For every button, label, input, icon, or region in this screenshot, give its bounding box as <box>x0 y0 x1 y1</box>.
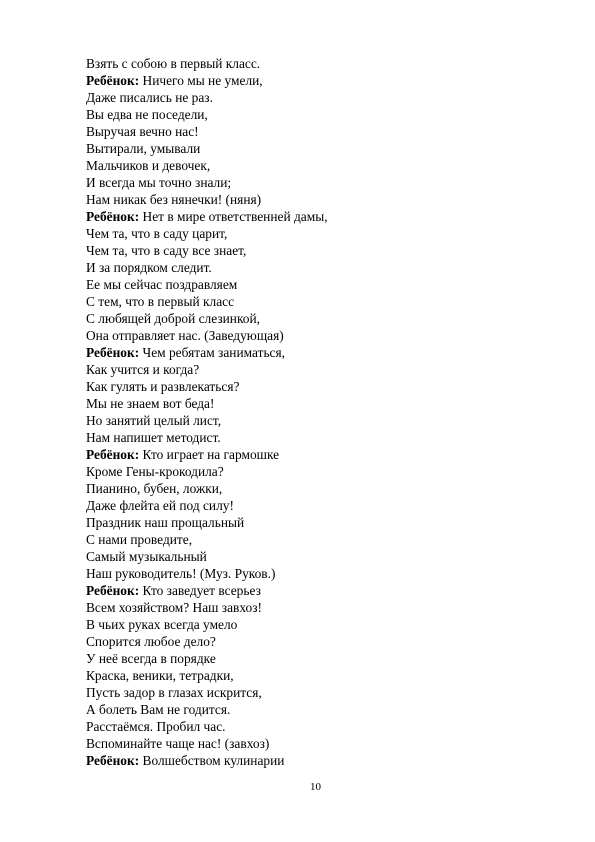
line-text: Вытирали, умывали <box>86 141 201 156</box>
line-text: Выручая вечно нас! <box>86 124 199 139</box>
text-line <box>86 497 546 514</box>
line-text: Чем та, что в саду царит, <box>86 226 228 241</box>
text-line <box>86 735 546 752</box>
line-text: Нет в мире ответственней дамы, <box>139 209 328 224</box>
line-text: С любящей доброй слезинкой, <box>86 311 260 326</box>
text-line <box>86 191 546 208</box>
page-number: 10 <box>310 781 321 793</box>
text-line <box>86 123 546 140</box>
text-line <box>86 514 546 531</box>
text-line <box>86 242 546 259</box>
text-line <box>86 140 546 157</box>
line-text: Вспоминайте чаще нас! (завхоз) <box>86 736 270 751</box>
line-text: Пусть задор в глазах искрится, <box>86 685 262 700</box>
line-text: А болеть Вам не годится. <box>86 702 231 717</box>
text-line <box>86 531 546 548</box>
text-line <box>86 89 546 106</box>
line-text: Даже писались не раз. <box>86 90 213 105</box>
text-line <box>86 412 546 429</box>
text-line <box>86 225 546 242</box>
speaker-label: Ребёнок: <box>86 345 140 360</box>
text-line <box>86 616 546 633</box>
text-line <box>86 174 546 191</box>
text-line <box>86 446 546 463</box>
line-text: Как учится и когда? <box>86 362 200 377</box>
text-line <box>86 327 546 344</box>
line-text: У неё всегда в порядке <box>86 651 216 666</box>
line-text: Кто заведует всерьез <box>139 583 261 598</box>
line-text: Праздник наш прощальный <box>86 515 245 530</box>
line-text: Мы не знаем вот беда! <box>86 396 215 411</box>
line-text: Самый музыкальный <box>86 549 207 564</box>
text-line <box>86 106 546 123</box>
text-line <box>86 429 546 446</box>
text-line <box>86 293 546 310</box>
poem-text <box>86 55 546 769</box>
text-line <box>86 633 546 650</box>
line-text: И за порядком следит. <box>86 260 212 275</box>
text-line <box>86 701 546 718</box>
line-text: Пианино, бубен, ложки, <box>86 481 223 496</box>
text-line <box>86 208 546 225</box>
line-text: Всем хозяйством? Наш завхоз! <box>86 600 262 615</box>
text-line <box>86 463 546 480</box>
line-text: Ничего мы не умели, <box>139 73 263 88</box>
line-text: Она отправляет нас. (Заведующая) <box>86 328 284 343</box>
text-line <box>86 480 546 497</box>
text-line <box>86 650 546 667</box>
line-text: Расстаёмся. Пробил час. <box>86 719 226 734</box>
speaker-label: Ребёнок: <box>86 447 140 462</box>
text-line <box>86 310 546 327</box>
line-text: Кто играет на гармошке <box>139 447 280 462</box>
text-line <box>86 752 546 769</box>
line-text: Взять с собою в первый класс. <box>86 56 261 71</box>
text-line <box>86 718 546 735</box>
text-line <box>86 344 546 361</box>
line-text: Волшебством кулинарии <box>139 753 285 768</box>
line-text: Нам напишет методист. <box>86 430 221 445</box>
text-line <box>86 565 546 582</box>
line-text: С тем, что в первый класс <box>86 294 235 309</box>
line-text: Как гулять и развлекаться? <box>86 379 240 394</box>
speaker-label: Ребёнок: <box>86 73 140 88</box>
text-line <box>86 684 546 701</box>
line-text: В чьих руках всегда умело <box>86 617 238 632</box>
text-line <box>86 276 546 293</box>
line-text: Краска, веники, тетрадки, <box>86 668 234 683</box>
text-line <box>86 582 546 599</box>
line-text: И всегда мы точно знали; <box>86 175 232 190</box>
text-line <box>86 259 546 276</box>
line-text: Но занятий целый лист, <box>86 413 222 428</box>
text-line <box>86 395 546 412</box>
text-line <box>86 599 546 616</box>
line-text: Кроме Гены-крокодила? <box>86 464 224 479</box>
line-text: Нам никак без нянечки! (няня) <box>86 192 262 207</box>
text-line <box>86 55 546 72</box>
line-text: Вы едва не поседели, <box>86 107 208 122</box>
line-text: Спорится любое дело? <box>86 634 216 649</box>
line-text: Чем та, что в саду все знает, <box>86 243 247 258</box>
text-line <box>86 361 546 378</box>
line-text: С нами проведите, <box>86 532 193 547</box>
speaker-label: Ребёнок: <box>86 209 140 224</box>
text-line <box>86 378 546 395</box>
speaker-label: Ребёнок: <box>86 753 140 768</box>
text-line <box>86 157 546 174</box>
line-text: Ее мы сейчас поздравляем <box>86 277 238 292</box>
line-text: Даже флейта ей под силу! <box>86 498 234 513</box>
text-line <box>86 548 546 565</box>
line-text: Наш руководитель! (Муз. Руков.) <box>86 566 276 581</box>
text-line <box>86 667 546 684</box>
text-line <box>86 72 546 89</box>
speaker-label: Ребёнок: <box>86 583 140 598</box>
line-text: Мальчиков и девочек, <box>86 158 211 173</box>
line-text: Чем ребятам заниматься, <box>139 345 285 360</box>
